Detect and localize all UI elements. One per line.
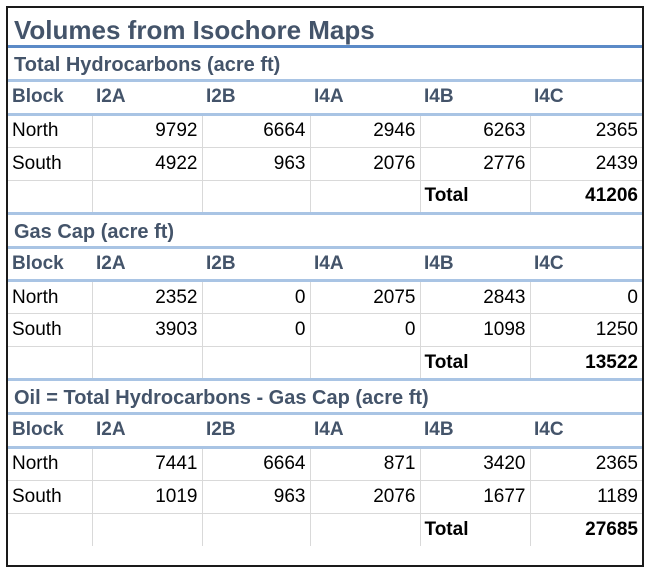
column-header-i4c: I4C: [530, 82, 642, 114]
empty-cell: [202, 347, 310, 380]
section-heading: Total Hydrocarbons (acre ft): [8, 48, 642, 82]
value-cell: 2946: [310, 114, 420, 147]
column-header-i2a: I2A: [92, 82, 202, 114]
column-header-i4a: I4A: [310, 415, 420, 447]
value-cell: 1677: [420, 480, 530, 513]
value-cell: 0: [310, 314, 420, 347]
total-value: 41206: [530, 180, 642, 213]
column-header-i4a: I4A: [310, 82, 420, 114]
value-cell: 2352: [92, 281, 202, 314]
value-cell: 0: [202, 281, 310, 314]
header-row: [8, 249, 642, 281]
column-header-i4c: I4C: [530, 415, 642, 447]
empty-cell: [92, 513, 202, 546]
value-cell: 1019: [92, 480, 202, 513]
column-header-i2a: I2A: [92, 249, 202, 281]
column-header-i4b: I4B: [420, 415, 530, 447]
header-row: [8, 82, 642, 114]
empty-cell: [92, 180, 202, 213]
column-header-i4a: I4A: [310, 249, 420, 281]
value-cell: 2843: [420, 281, 530, 314]
column-header-i4b: I4B: [420, 249, 530, 281]
value-cell: 0: [530, 281, 642, 314]
block-cell: South: [8, 480, 92, 513]
value-cell: 871: [310, 447, 420, 480]
value-cell: 2365: [530, 447, 642, 480]
block-cell: North: [8, 281, 92, 314]
value-cell: 2076: [310, 480, 420, 513]
value-cell: 2365: [530, 114, 642, 147]
total-label: Total: [420, 513, 530, 546]
table-row: [8, 147, 642, 180]
column-header-i4c: I4C: [530, 249, 642, 281]
total-row: [8, 513, 642, 546]
value-cell: 7441: [92, 447, 202, 480]
total-value: 13522: [530, 347, 642, 380]
volumes-sheet: [6, 6, 644, 567]
column-header-i4b: I4B: [420, 82, 530, 114]
empty-cell: [8, 347, 92, 380]
value-cell: 3903: [92, 314, 202, 347]
total-value: 27685: [585, 518, 638, 540]
section-oil: [8, 381, 642, 546]
column-header-i2a: I2A: [92, 415, 202, 447]
empty-cell: [310, 180, 420, 213]
section-heading: Oil = Total Hydrocarbons - Gas Cap (acre ft): [8, 381, 642, 415]
empty-cell: [92, 347, 202, 380]
value-cell: 2776: [420, 147, 530, 180]
empty-cell: [310, 513, 420, 546]
value-cell: 1250: [530, 314, 642, 347]
data-table: [8, 82, 642, 215]
block-cell: North: [8, 447, 92, 480]
section-heading: Gas Cap (acre ft): [8, 215, 642, 249]
value-cell: 1098: [420, 314, 530, 347]
value-cell: 6664: [202, 114, 310, 147]
value-cell: 963: [202, 147, 310, 180]
column-header-block: Block: [8, 82, 92, 114]
data-table: [8, 249, 642, 382]
empty-cell: [202, 513, 310, 546]
column-header-i2b: I2B: [202, 415, 310, 447]
table-row: [8, 447, 642, 480]
value-cell: 6664: [202, 447, 310, 480]
block-cell: South: [8, 147, 92, 180]
column-header-block: Block: [8, 249, 92, 281]
value-cell: 6263: [420, 114, 530, 147]
sheet-title: Volumes from Isochore Maps: [8, 8, 642, 48]
table-row: [8, 281, 642, 314]
total-row: [8, 180, 642, 213]
empty-cell: [202, 180, 310, 213]
total-label: Total: [420, 347, 530, 380]
table-row: [8, 480, 642, 513]
value-cell: 9792: [92, 114, 202, 147]
value-cell: 1189: [530, 480, 642, 513]
section-gas-cap: [8, 215, 642, 382]
value-cell: 2439: [530, 147, 642, 180]
empty-cell: [8, 513, 92, 546]
table-row: [8, 114, 642, 147]
total-label: Total: [420, 180, 530, 213]
value-cell: 2075: [310, 281, 420, 314]
header-row: [8, 415, 642, 447]
table-row: [8, 314, 642, 347]
data-table: [8, 415, 642, 546]
column-header-i2b: I2B: [202, 249, 310, 281]
value-cell: 2076: [310, 147, 420, 180]
section-total-hydrocarbons: [8, 48, 642, 215]
column-header-block: Block: [8, 415, 92, 447]
value-cell: 3420: [420, 447, 530, 480]
value-cell: 0: [202, 314, 310, 347]
value-cell: 4922: [92, 147, 202, 180]
block-cell: North: [8, 114, 92, 147]
value-cell: 963: [202, 480, 310, 513]
empty-cell: [310, 347, 420, 380]
empty-cell: [8, 180, 92, 213]
column-header-i2b: I2B: [202, 82, 310, 114]
block-cell: South: [8, 314, 92, 347]
total-row: [8, 347, 642, 380]
